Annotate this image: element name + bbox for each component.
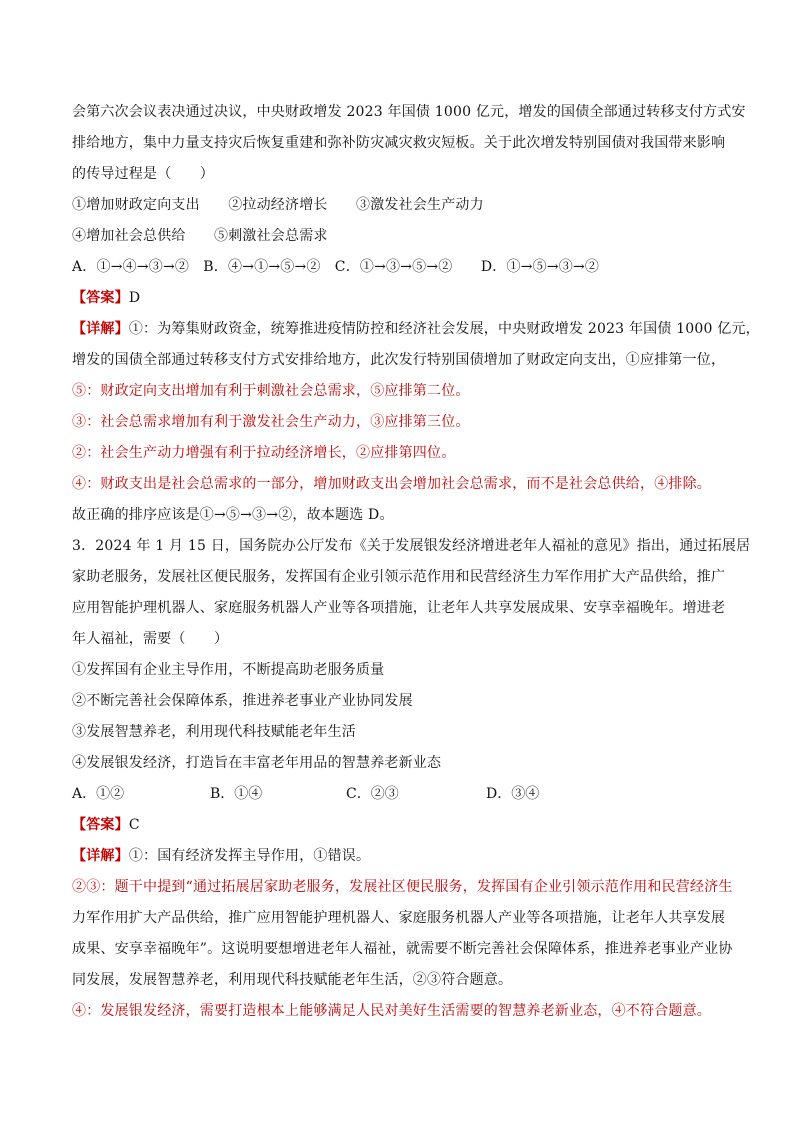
q2-analysis-line-2: 增发的国债全部通过转移支付方式安排给地方，此次发行特别国债增加了财政定向支出，①应排第一位， — [72, 352, 726, 368]
q2-analysis-line-3: ⑤：财政定向支出增加有利于刺激社会总需求，⑤应排第二位。 — [72, 383, 470, 399]
q3-option-a: A．①② — [72, 786, 125, 802]
q3-stem-line-4: 年人福祉，需要（ ） — [72, 631, 229, 647]
q3-stem-line-1: 3．2024 年 1 月 15 日，国务院办公厅发布《关于发展银发经济增进老年人福祉的意见》指出，通过拓展居 — [72, 538, 751, 554]
q3-option-c: C．②③ — [346, 786, 399, 802]
q3-item-3: ③发展智慧养老，利用现代科技赋能老年生活 — [72, 724, 356, 740]
q3-analysis-line-2: ②③：题干中提到“通过拓展居家助老服务，发展社区便民服务，发挥国有企业引领示范作用和民营经济生 — [72, 879, 733, 895]
q3-item-4: ④发展银发经济，打造旨在丰富老年用品的智慧养老新业态 — [72, 755, 442, 771]
q2-answer-tag: 【答案】 — [72, 290, 129, 306]
q3-option-b: B．①④ — [210, 786, 263, 802]
q3-analysis-line-6: ④：发展银发经济，需要打造根本上能够满足人民对美好生活需要的智慧养老新业态，④不符合题意。 — [72, 1003, 711, 1019]
q3-answer-tag: 【答案】 — [72, 817, 129, 833]
q3-analysis-tag: 【详解】 — [72, 848, 129, 864]
q2-options: A．①→④→③→② B．④→①→⑤→② C．①→③→⑤→② D．①→⑤→③→② — [72, 259, 600, 275]
q3-answer-value: C — [128, 817, 140, 833]
q2-stem-line-1: 会第六次会议表决通过决议，中央财政增发 2023 年国债 1000 亿元，增发的国债全部通过转移支付方式安 — [72, 104, 746, 120]
q2-analysis-text-1: ①：为筹集财政资金，统筹推进疫情防控和经济社会发展，中央财政增发 2023 年国债 1000 亿元， — [128, 321, 760, 337]
q2-analysis-line-1 — [72, 319, 760, 339]
q3-analysis-line-4: 成果、安享幸福晚年”。这说明要想增进老年人福祉，就需要不断完善社会保障体系，推进养老事业产业协 — [72, 941, 733, 957]
q3-item-1: ①发挥国有企业主导作用，不断提高助老服务质量 — [72, 662, 385, 678]
q2-analysis-line-5: ②：社会生产动力增强有利于拉动经济增长，②应排第四位。 — [72, 445, 456, 461]
q3-stem-line-2: 家助老服务，发展社区便民服务，发挥国有企业引领示范作用和民营经济生力军作用扩大产品供给，推广 — [72, 569, 726, 585]
q2-item-line-2: ④增加社会总供给 ⑤刺激社会总需求 — [72, 228, 328, 244]
q2-item-line-1: ①增加财政定向支出 ②拉动经济增长 ③激发社会生产动力 — [72, 197, 484, 213]
q3-option-d: D．③④ — [486, 786, 540, 802]
q3-analysis-text-1: ①：国有经济发挥主导作用，①错误。 — [128, 848, 371, 864]
q2-stem-line-3: 的传导过程是（ ） — [72, 166, 214, 182]
q2-answer — [72, 288, 732, 308]
q2-analysis-tag: 【详解】 — [72, 321, 129, 337]
q3-analysis-line-5: 同发展，发展智慧养老，利用现代科技赋能老年生活，②③符合题意。 — [72, 972, 513, 988]
q3-stem-line-3: 应用智能护理机器人、家庭服务机器人产业等各项措施，让老年人共享发展成果、安享幸福晚年。增进老 — [72, 600, 726, 616]
q2-stem-line-2: 排给地方，集中力量支持灾后恢复重建和弥补防灾减灾救灾短板。关于此次增发特别国债对我国带来影响 — [72, 135, 726, 151]
q3-analysis-line-3: 力军作用扩大产品供给，推广应用智能护理机器人、家庭服务机器人产业等各项措施，让老年人共享发展 — [72, 910, 726, 926]
q2-analysis-line-6: ④：财政支出是社会总需求的一部分，增加财政支出会增加社会总需求，而不是社会总供给，④排除。 — [72, 476, 711, 492]
q2-answer-value: D — [128, 290, 141, 306]
q2-analysis-line-7: 故正确的排序应该是①→⑤→③→②，故本题选 D。 — [72, 507, 394, 523]
q3-item-2: ②不断完善社会保障体系，推进养老事业产业协同发展 — [72, 693, 413, 709]
q3-analysis-line-1 — [72, 846, 732, 866]
q2-analysis-line-4: ③：社会总需求增加有利于激发社会生产动力，③应排第三位。 — [72, 414, 470, 430]
q3-answer — [72, 815, 732, 835]
